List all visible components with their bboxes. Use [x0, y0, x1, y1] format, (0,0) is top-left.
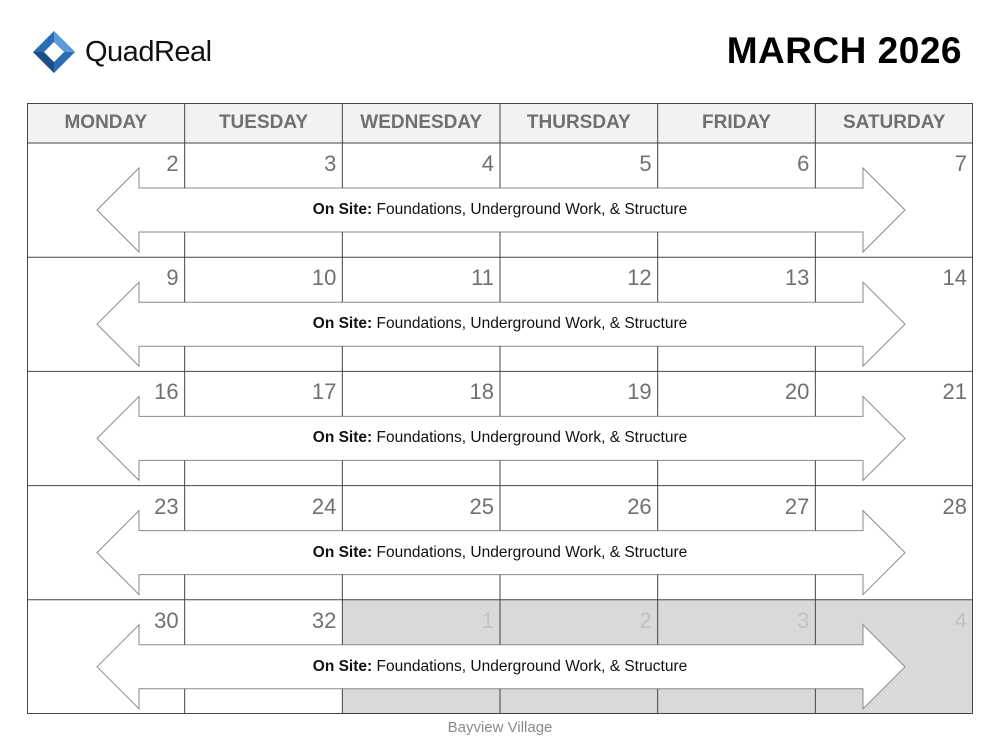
banner-label: On Site:	[312, 429, 373, 447]
logo-text: QuadReal	[85, 35, 212, 68]
weekday-header-thursday: THURSDAY	[526, 112, 631, 133]
banner-text: Foundations, Underground Work, & Structure	[372, 429, 688, 447]
on-site-banner	[27, 544, 973, 562]
day-number[interactable]: 17	[311, 379, 337, 405]
on-site-banner	[27, 315, 973, 333]
day-number[interactable]: 2	[166, 151, 179, 176]
weekday-header-tuesday: TUESDAY	[218, 112, 308, 133]
day-number[interactable]: 4	[481, 151, 494, 176]
banner-label: On Site:	[312, 201, 373, 218]
day-number[interactable]: 27	[784, 493, 810, 519]
day-number[interactable]: 21	[942, 379, 968, 405]
banner-text: Foundations, Underground Work, & Structure	[372, 657, 688, 675]
day-number[interactable]: 25	[469, 493, 494, 519]
weekday-header-monday: MONDAY	[64, 112, 148, 133]
banner-text: Foundations, Underground Work, & Structure	[372, 543, 688, 561]
on-site-banner	[27, 658, 973, 676]
footer-text: Bayview Village	[447, 719, 553, 736]
day-number[interactable]: 9	[166, 265, 179, 291]
day-number[interactable]: 26	[627, 493, 652, 519]
day-number[interactable]: 10	[311, 265, 337, 291]
logo	[32, 30, 212, 74]
day-number[interactable]: 23	[154, 493, 179, 519]
day-number[interactable]: 28	[942, 493, 968, 519]
banner-text: Foundations, Underground Work, & Structure	[372, 315, 688, 333]
on-site-banner	[27, 429, 973, 447]
weekday-header-wednesday: WEDNESDAY	[360, 112, 483, 133]
day-number[interactable]: 3	[324, 151, 337, 176]
day-number[interactable]: 3	[797, 607, 810, 633]
day-number[interactable]: 19	[627, 379, 652, 405]
day-number[interactable]: 2	[639, 607, 652, 633]
weekday-header-saturday: SATURDAY	[842, 112, 946, 133]
day-number[interactable]: 13	[784, 265, 810, 291]
quadreal-logo-icon	[32, 30, 76, 74]
day-number[interactable]: 7	[954, 151, 968, 176]
day-number[interactable]: 24	[311, 493, 337, 519]
day-number[interactable]: 12	[627, 265, 652, 291]
day-number[interactable]: 14	[942, 265, 968, 291]
day-number[interactable]: 18	[469, 379, 494, 405]
day-number[interactable]: 30	[154, 607, 179, 633]
page-title: MARCH 2026	[726, 30, 962, 71]
weekday-header-friday: FRIDAY	[702, 112, 771, 133]
day-number[interactable]: 20	[784, 379, 810, 405]
banner-text: Foundations, Underground Work, & Structure	[372, 201, 688, 218]
day-number[interactable]: 16	[154, 379, 179, 405]
day-number[interactable]: 5	[639, 151, 652, 176]
day-number[interactable]: 11	[471, 265, 494, 291]
banner-label: On Site:	[312, 315, 373, 333]
day-number[interactable]: 32	[311, 607, 337, 633]
day-number[interactable]: 4	[954, 607, 968, 633]
calendar-grid	[27, 103, 973, 714]
banner-label: On Site:	[312, 543, 373, 561]
banner-label: On Site:	[312, 657, 373, 675]
on-site-banner	[27, 201, 973, 219]
day-number[interactable]: 1	[481, 607, 494, 633]
day-number[interactable]: 6	[797, 151, 810, 176]
